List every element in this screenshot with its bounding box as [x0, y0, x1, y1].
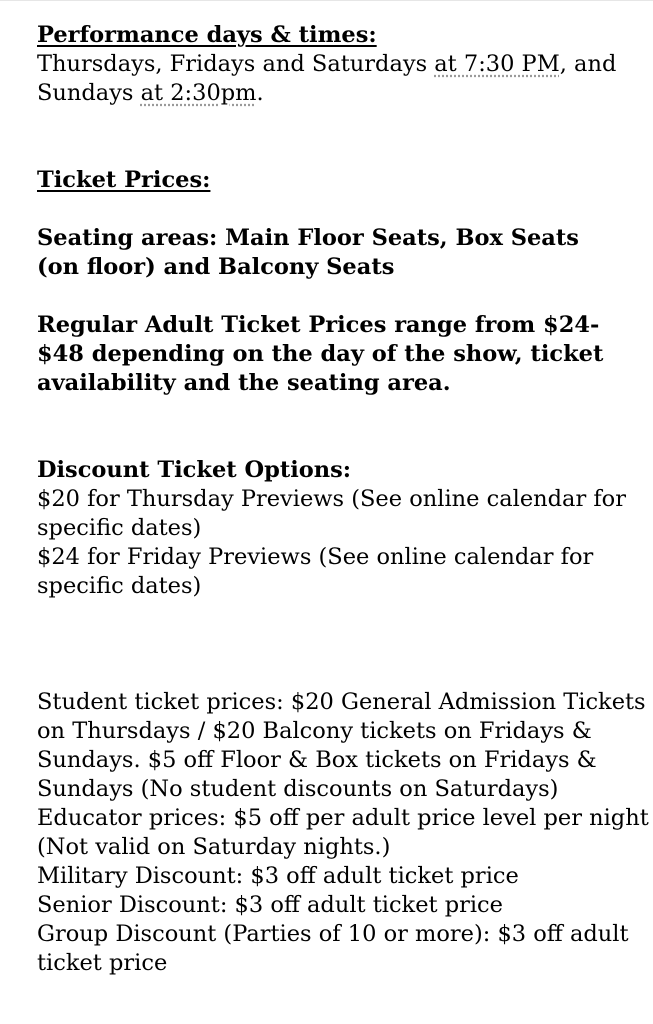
- price-line: ticket price: [37, 950, 168, 976]
- discount-line: specific dates): [37, 515, 202, 541]
- ticket-prices-section: [37, 166, 637, 398]
- discount-line: $20 for Thursday Previews (See online calendar for: [37, 486, 626, 512]
- price-line: Sundays. $5 off Floor & Box tickets on Fridays &: [37, 747, 597, 773]
- price-line: Student ticket prices: $20 General Admission Tickets: [37, 689, 646, 715]
- discount-line: specific dates): [37, 573, 202, 599]
- price-line: Educator prices: $5 off per adult price level per night: [37, 805, 649, 831]
- performance-days-text: Thursdays, Fridays and Saturdays: [37, 51, 435, 77]
- discount-heading: Discount Ticket Options:: [37, 457, 352, 483]
- performance-heading: Performance days & times:: [37, 22, 377, 48]
- price-line: on Thursdays / $20 Balcony tickets on Fridays &: [37, 718, 592, 744]
- performance-line-1-end: , and: [559, 51, 617, 77]
- discount-section: [37, 456, 637, 601]
- regular-price-line: availability and the seating area.: [37, 370, 451, 396]
- regular-price-line: $48 depending on the day of the show, ticket: [37, 341, 604, 367]
- performance-sunday-text: Sundays: [37, 80, 141, 106]
- performance-line-2: [37, 79, 637, 108]
- performance-line-1: [37, 50, 637, 79]
- regular-price-line: Regular Adult Ticket Prices range from $24-: [37, 312, 600, 338]
- price-line: Military Discount: $3 off adult ticket price: [37, 863, 519, 889]
- price-line: (Not valid on Saturday nights.): [37, 834, 391, 860]
- price-line: Senior Discount: $3 off adult ticket price: [37, 892, 503, 918]
- performance-section: [37, 21, 637, 108]
- price-line: Sundays (No student discounts on Saturdays): [37, 776, 559, 802]
- top-divider: [0, 0, 653, 1]
- performance-line-2-end: .: [256, 80, 264, 106]
- price-line: Group Discount (Parties of 10 or more): $3 off adult: [37, 921, 629, 947]
- discount-line: $24 for Friday Previews (See online calendar for: [37, 544, 594, 570]
- other-prices-section: [37, 688, 649, 978]
- document-body: [37, 21, 649, 978]
- seating-line: Seating areas: Main Floor Seats, Box Seats: [37, 225, 579, 251]
- sunday-time[interactable]: at 2:30pm: [140, 80, 257, 106]
- seating-line: (on floor) and Balcony Seats: [37, 254, 395, 280]
- ticket-prices-heading: Ticket Prices:: [37, 167, 211, 193]
- weekday-time[interactable]: at 7:30 PM: [434, 51, 560, 77]
